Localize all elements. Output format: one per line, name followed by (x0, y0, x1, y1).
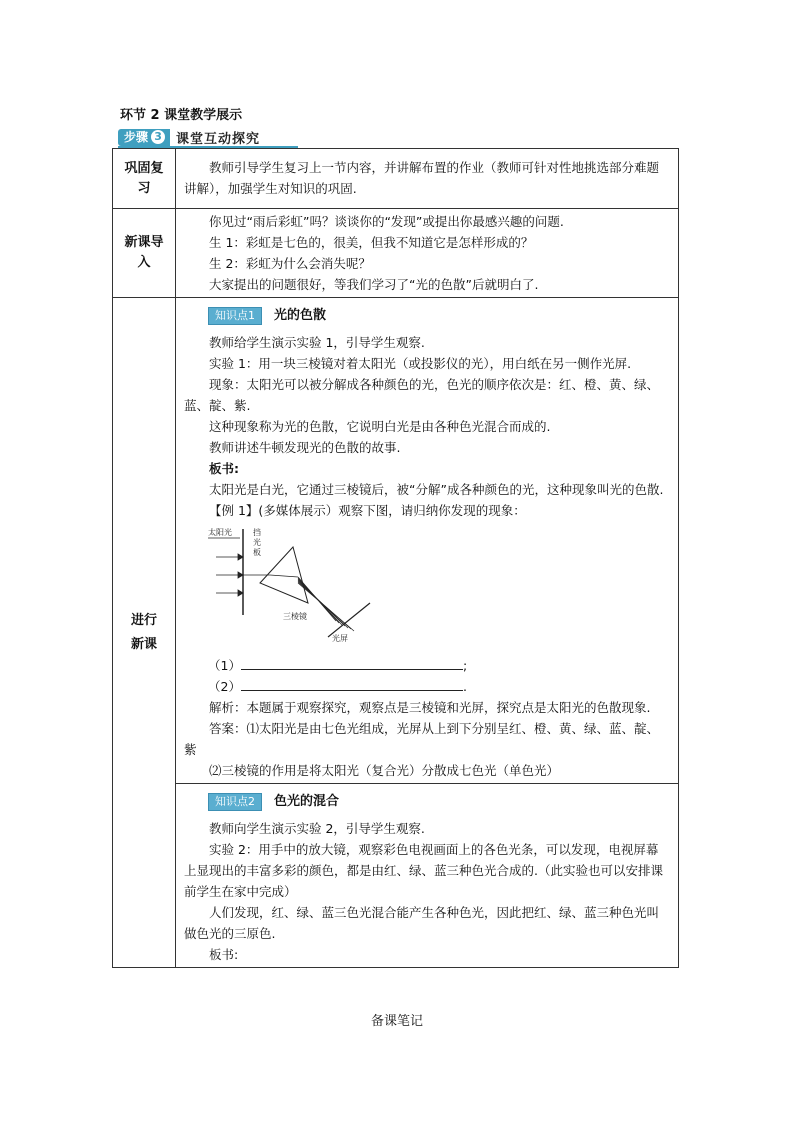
prism-diagram (208, 525, 378, 643)
kp1-board-label: 板书: (209, 461, 239, 476)
kp2-p2: 实验 2：用手中的放大镜，观察彩色电视画面上的各色光条，可以发现，电视屏幕上显现出的丰富多彩的颜色，都是由红、绿、蓝三种色光合成的.（此实验也可以安排课前学生在家中完成） (184, 842, 663, 899)
intro-label: 新课导入 (113, 209, 176, 298)
review-label: 巩固复习 (113, 149, 176, 209)
answer-1: 答案：⑴太阳光是由七色光组成，光屏从上到下分别呈红、橙、黄、绿、蓝、靛、紫 (184, 721, 660, 757)
kp1-p1: 教师给学生演示实验 1，引导学生观察. (209, 335, 425, 350)
kp2-header (208, 791, 668, 812)
intro-line: 生 2：彩虹为什么会消失呢？ (209, 256, 371, 271)
prism-label: 三棱镜 (283, 612, 307, 621)
step-badge (118, 129, 170, 146)
incident-rays (216, 554, 243, 596)
answer-2: ⑵三棱镜的作用是将太阳光（复合光）分散成七色光（单色光） (209, 763, 560, 778)
review-content (176, 149, 679, 209)
new-lesson-label: 进行新课 (113, 298, 176, 968)
kp1-title: 光的色散 (274, 308, 327, 323)
kp2-content (176, 784, 679, 968)
plate-label-1: 挡 (253, 528, 261, 537)
question-2: （2） . (184, 676, 668, 697)
kp2-title: 色光的混合 (274, 794, 340, 809)
lesson-table (112, 148, 679, 968)
screen-label: 光屏 (332, 634, 348, 643)
section-title: 环节 2 课堂教学展示 (120, 108, 243, 123)
step-header (118, 128, 260, 146)
kp1-board-text: 太阳光是白光，它通过三棱镜后，被“分解”成各种颜色的光，这种现象叫光的色散. (209, 482, 664, 497)
kp1-p2: 实验 1：用一块三棱镜对着太阳光（或投影仪的光），用白纸在另一侧作光屏. (209, 356, 632, 371)
kp2-p3: 人们发现，红、绿、蓝三色光混合能产生各种色光，因此把红、绿、蓝三种色光叫做色光的三原色. (184, 905, 660, 941)
row-new-lesson-kp1 (113, 298, 679, 784)
dispersed-rays (270, 575, 354, 631)
row-review (113, 149, 679, 209)
sunlight-label: 太阳光 (208, 528, 232, 537)
kp2-badge: 知识点2 (208, 793, 262, 811)
intro-content (176, 209, 679, 298)
step-title: 课堂互动探究 (176, 131, 261, 147)
kp2-board-label: 板书: (209, 947, 239, 962)
kp1-header (208, 305, 668, 326)
kp1-badge: 知识点1 (208, 307, 262, 325)
footer-notes: 备课笔记 (370, 1014, 423, 1029)
plate-label-2: 光 (253, 538, 261, 547)
kp2-p1: 教师向学生演示实验 2，引导学生观察. (209, 821, 425, 836)
kp1-p4: 这种现象称为光的色散，它说明白光是由各种色光混合而成的. (209, 419, 551, 434)
step-label: 步骤 (124, 129, 149, 144)
row-intro (113, 209, 679, 298)
prism-shape (260, 547, 308, 603)
plate-label-3: 板 (253, 548, 261, 557)
light-screen (328, 603, 370, 637)
question-1: （1） ; (184, 655, 668, 676)
intro-line: 你见过“雨后彩虹”吗？谈谈你的“发现”或提出你最感兴趣的问题. (209, 214, 564, 229)
intro-line: 生 1：彩虹是七色的，很美，但我不知道它是怎样形成的？ (209, 235, 534, 250)
kp1-p3: 现象：太阳光可以被分解成各种颜色的光，色光的顺序依次是：红、橙、黄、绿、蓝、靛、紫. (184, 377, 660, 413)
intro-line: 大家提出的问题很好，等我们学习了“光的色散”后就明白了. (209, 277, 539, 292)
step-number: 3 (151, 130, 165, 144)
kp1-content (176, 298, 679, 784)
example-1: 【例 1】(多媒体展示）观察下图，请归纳你发现的现象： (209, 503, 526, 518)
analysis: 解析：本题属于观察探究，观察点是三棱镜和光屏，探究点是太阳光的色散现象. (209, 700, 651, 715)
kp1-p5: 教师讲述牛顿发现光的色散的故事. (209, 440, 401, 455)
row-new-lesson-kp2 (113, 784, 679, 968)
review-text: 教师引导学生复习上一节内容，并讲解布置的作业（教师可针对性地挑选部分难题讲解），加强学生对知识的巩固. (184, 160, 660, 196)
